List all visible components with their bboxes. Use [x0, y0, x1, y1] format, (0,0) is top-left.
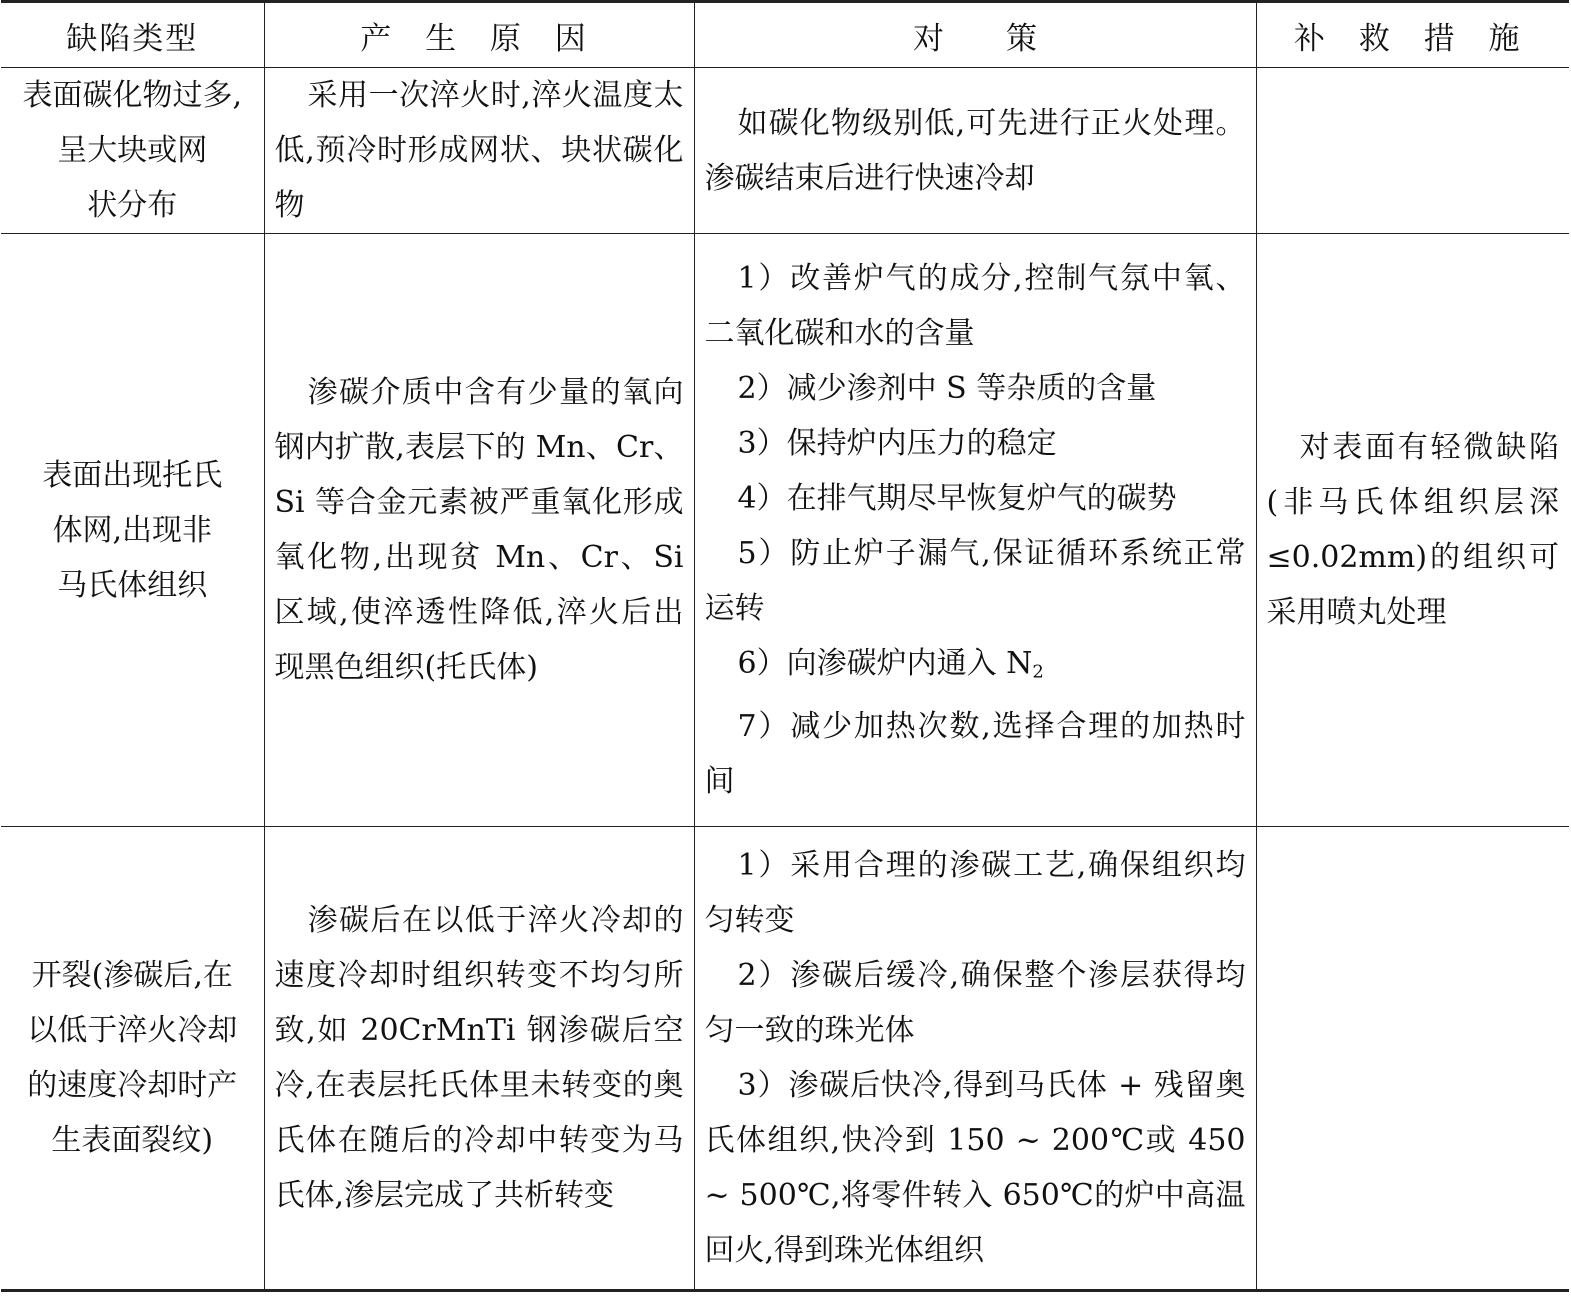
measure-item: 1）采用合理的渗碳工艺,确保组织均匀转变: [704, 848, 1246, 938]
header-measure: 对 策: [694, 2, 1256, 68]
table-row: [1, 827, 1569, 1291]
cause-cell: 渗碳介质中含有少量的氧向钢内扩散,表层下的 Mn、Cr、Si 等合金元素被严重氧化形成氧化物,出现贫 Mn、Cr、Si 区域,使淬透性降低,淬火后出现黑色组织(托氏体): [264, 234, 694, 827]
defect-type-line: 开裂(渗碳后,在: [31, 958, 233, 993]
defect-type-line: 以低于淬火冷却: [27, 1013, 238, 1048]
measure-item: 如碳化物级别低,可先进行正火处理。渗碳结束后进行快速冷却: [704, 105, 1246, 196]
header-cause: 产 生 原 因: [264, 2, 694, 68]
measure-item-text: 6）向渗碳炉内通入 N: [737, 645, 1033, 681]
cause-cell: 采用一次淬火时,淬火温度太低,预冷时形成网状、块状碳化物: [264, 68, 694, 234]
measure-item: 4）在排气期尽早恢复炉气的碳势: [737, 480, 1177, 516]
defect-type-line: 体网,出现非: [52, 512, 213, 548]
defect-table: [1, 0, 1569, 1292]
defect-type-line: 马氏体组织: [57, 567, 208, 603]
table-row: [1, 68, 1569, 234]
defect-type-line: 呈大块或网: [57, 133, 208, 168]
header-remedy: 补 救 措 施: [1256, 2, 1569, 68]
measure-item: 3）渗碳后快冷,得到马氏体 + 残留奥氏体组织,快冷到 150 ~ 200℃或 450 ~ 500℃,将零件转入 650℃的炉中高温回火,得到珠光体组织: [704, 1068, 1246, 1268]
defect-type-cell: [1, 827, 264, 1291]
defect-type-line: 生表面裂纹): [51, 1123, 214, 1158]
measure-item: 3）保持炉内压力的稳定: [737, 425, 1057, 461]
defect-type-line: 表面出现托氏: [42, 457, 223, 493]
header-defect-type: 缺陷类型: [1, 2, 264, 68]
measure-cell: [694, 68, 1256, 234]
measure-item: 7）减少加热次数,选择合理的加热时间: [704, 709, 1246, 800]
measure-item: 1）改善炉气的成分,控制气氛中氧、二氧化碳和水的含量: [704, 260, 1246, 351]
header-row: [1, 2, 1569, 68]
defect-type-line: 状分布: [87, 188, 178, 223]
measure-item: 2）减少渗剂中 S 等杂质的含量: [737, 370, 1157, 406]
subscript: 2: [1032, 661, 1044, 683]
measure-cell: [694, 234, 1256, 827]
defect-type-line: 表面碳化物过多,: [22, 78, 243, 113]
cause-cell: 渗碳后在以低于淬火冷却的速度冷却时组织转变不均匀所致,如 20CrMnTi 钢渗碳后空冷,在表层托氏体里未转变的奥氏体在随后的冷却中转变为马氏体,渗层完成了共析转变: [264, 827, 694, 1291]
remedy-cell: [1256, 68, 1569, 234]
measure-item: 5）防止炉子漏气,保证循环系统正常运转: [704, 535, 1246, 626]
measure-item: 2）渗碳后缓冷,确保整个渗层获得均匀一致的珠光体: [704, 958, 1246, 1048]
defect-type-line: 的速度冷却时产: [27, 1068, 238, 1103]
remedy-cell: 对表面有轻微缺陷(非马氏体组织层深≤0.02mm)的组织可采用喷丸处理: [1256, 234, 1569, 827]
remedy-cell: [1256, 827, 1569, 1291]
defect-type-cell: [1, 234, 264, 827]
measure-cell: [694, 827, 1256, 1291]
defect-type-cell: [1, 68, 264, 234]
table-row: [1, 234, 1569, 827]
measure-item: [705, 636, 1246, 700]
